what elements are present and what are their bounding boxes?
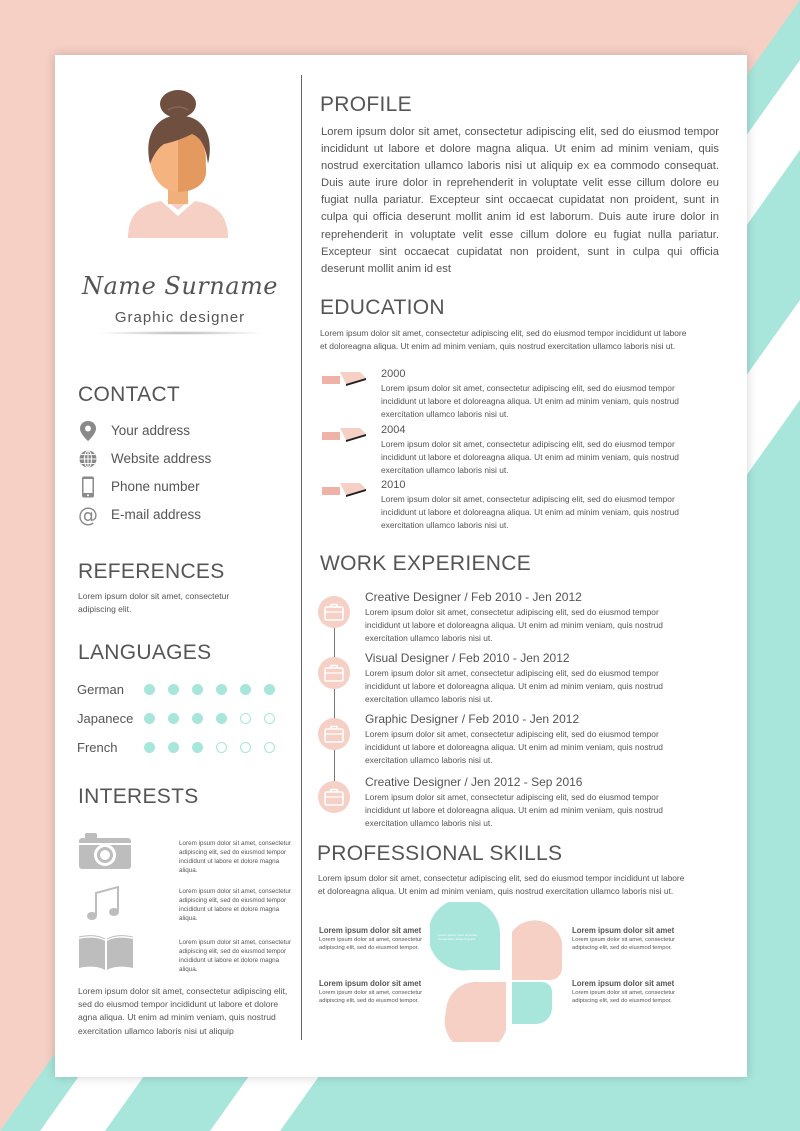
book-icon: [78, 935, 134, 971]
work-text: Lorem ipsum dolor sit amet, consectetur adipiscing elit, sed do eiusmod tempor incididunt ut labore et doloreagna aliqua. Ut enim ad minim veniam, quis nostrud exercitation ullamco laboris nisi ut.: [365, 668, 663, 704]
petal-text: [438, 933, 478, 941]
skills-intro: Lorem ipsum dolor sit amet, consectetur adipiscing elit, sed do eiusmod tempor incididunt ut labore et doloreagna aliqua. Ut enim ad minim veniam, quis nostrud exercitation ullamco laboris nisi ut.: [318, 873, 685, 896]
education-text: Lorem ipsum dolor sit amet, consectetur adipiscing elit, sed do eiusmod tempor incididunt ut labore et doloreagna aliqua. Ut enim ad minim veniam, quis nostrud exercitation ullamco laboris nisi ut.: [381, 383, 679, 419]
contact-phone: [78, 476, 288, 498]
education-title: EDUCATION: [320, 296, 445, 319]
profile-title: PROFILE: [320, 93, 412, 116]
svg-text:consectetur adipiscing elit.: consectetur adipiscing elit.: [438, 937, 476, 941]
level-dot-empty: [264, 742, 275, 753]
music-note-icon: [86, 885, 122, 923]
contact-website: [78, 448, 288, 470]
work-text: Lorem ipsum dolor sit amet, consectetur adipiscing elit, sed do eiusmod tempor incididunt ut labore et doloreagna aliqua. Ut enim ad minim veniam, quis nostrud exercitation ullamco laboris nisi ut.: [365, 607, 663, 643]
languages-title: LANGUAGES: [78, 641, 212, 664]
language-name: French: [77, 740, 118, 755]
level-dot-empty: [240, 713, 251, 724]
interest-text: Lorem ipsum dolor sit amet, consectetur adipiscing elit, sed do eiusmod tempor incididunt ut labore et dolore magna aliqua.: [179, 888, 291, 922]
skill-text: Lorem ipsum dolor sit amet, consectetur adipiscing elit, sed do eiusmod tempor.: [572, 990, 676, 1004]
contact-address: [78, 420, 288, 442]
person-role: Graphic designer: [114, 309, 246, 326]
skill-block: [572, 979, 682, 1005]
education-year: 2004: [381, 424, 406, 436]
level-dot-empty: [264, 713, 275, 724]
contact-website-label: Website address: [111, 451, 212, 466]
level-dot-filled: [144, 742, 155, 753]
svg-text:@: @: [78, 504, 98, 526]
level-dot-empty: [240, 742, 251, 753]
contact-address-label: Your address: [111, 423, 191, 438]
level-dot-filled: [144, 713, 155, 724]
phone-icon: [78, 476, 98, 498]
work-title: WORK EXPERIENCE: [320, 552, 532, 575]
graduation-arrow-icon: [322, 370, 366, 390]
skill-text: Lorem ipsum dolor sit amet, consectetur adipiscing elit, sed do eiusmod tempor.: [319, 990, 423, 1004]
briefcase-icon: [324, 603, 344, 621]
svg-text:Lorem ipsum dolor sit amet,: Lorem ipsum dolor sit amet,: [438, 933, 478, 937]
level-dot-filled: [192, 742, 203, 753]
person-name: Name Surname: [82, 272, 278, 300]
level-dot-filled: [168, 713, 179, 724]
profile-text: Lorem ipsum dolor sit amet, consectetur adipiscing elit, sed do eiusmod tempor incididunt ut labore et dolore magna aliqua. Ut enim ad minim veniam, quis nostrud exercitation ullamco laboris nisi ut aliquip ex ea commodo consequat. Duis aute irure dolor in reprehenderit in voluptate velit esse cillum dolore eu fugiat nulla pariatur. Excepteur sint occaecat cupidatat non proident, sunt in culpa qui officia deserunt mollit anim id est laborum. Duis aute irure dolor in reprehenderit in voluptate velit esse cillum dolore eu fugiat nulla pariatur. Excepteur sint occaecat cupidatat non proident, sunt in culpa qui officia deserunt mollit anim id est: [321, 126, 719, 275]
column-divider: [301, 75, 302, 1040]
skill-heading: Lorem ipsum dolor sit amet: [572, 979, 675, 988]
location-pin-icon: [78, 420, 98, 442]
level-dot-filled: [144, 684, 155, 695]
work-job-title: Visual Designer / Feb 2010 - Jen 2012: [365, 651, 570, 665]
language-row: [77, 711, 287, 727]
references-title: REFERENCES: [78, 560, 225, 583]
avatar: [124, 88, 232, 238]
level-dot-filled: [240, 684, 251, 695]
skill-block: [572, 926, 682, 952]
skill-heading: Lorem ipsum dolor sit amet: [319, 979, 422, 988]
education-text: Lorem ipsum dolor sit amet, consectetur adipiscing elit, sed do eiusmod tempor incididunt ut labore et doloreagna aliqua. Ut enim ad minim veniam, quis nostrud exercitation ullamco laboris nisi ut.: [381, 439, 679, 475]
language-row: [77, 740, 287, 756]
education-year: 2000: [381, 368, 406, 380]
skill-text: Lorem ipsum dolor sit amet, consectetur adipiscing elit, sed do eiusmod tempor.: [572, 937, 676, 951]
language-name: Japanece: [77, 711, 134, 726]
globe-icon: [78, 448, 98, 470]
contact-phone-label: Phone number: [111, 479, 200, 494]
level-dot-empty: [216, 742, 227, 753]
briefcase-icon: [324, 664, 344, 682]
contact-email-label: E-mail address: [111, 507, 202, 522]
references-text: Lorem ipsum dolor sit amet, consectetur adipiscing elit.: [78, 591, 230, 614]
language-row: [77, 682, 287, 698]
level-dot-filled: [168, 684, 179, 695]
contact-email: [78, 504, 288, 526]
name-underline: [96, 331, 266, 335]
skill-text: Lorem ipsum dolor sit amet, consectetur adipiscing elit, sed do eiusmod tempor.: [319, 937, 423, 951]
skills-diagram: [430, 902, 566, 1042]
skill-block: [319, 926, 429, 952]
level-dot-filled: [168, 742, 179, 753]
interest-text: Lorem ipsum dolor sit amet, consectetur adipiscing elit, sed do eiusmod tempor incididunt ut labore et dolore magna aliqua.: [179, 939, 291, 973]
skill-block: [319, 979, 429, 1005]
education-year: 2010: [381, 479, 406, 491]
level-dot-filled: [216, 713, 227, 724]
work-text: Lorem ipsum dolor sit amet, consectetur adipiscing elit, sed do eiusmod tempor incididunt ut labore et doloreagna aliqua. Ut enim ad minim veniam, quis nostrud exercitation ullamco laboris nisi ut.: [365, 792, 663, 828]
level-dot-filled: [216, 684, 227, 695]
graduation-arrow-icon: [322, 426, 366, 446]
interests-title: INTERESTS: [78, 785, 199, 808]
briefcase-icon: [324, 725, 344, 743]
skill-heading: Lorem ipsum dolor sit amet: [319, 926, 422, 935]
education-text: Lorem ipsum dolor sit amet, consectetur adipiscing elit, sed do eiusmod tempor incididunt ut labore et doloreagna aliqua. Ut enim ad minim veniam, quis nostrud exercitation ullamco laboris nisi ut.: [381, 494, 679, 530]
at-sign-icon: [78, 504, 98, 526]
level-dot-filled: [192, 713, 203, 724]
work-job-title: Creative Designer / Feb 2010 - Jen 2012: [365, 590, 582, 604]
level-dot-filled: [264, 684, 275, 695]
interests-text: Lorem ipsum dolor sit amet, consectetur adipiscing elit, sed do eiusmod tempor incididunt ut labore et dolore agna aliqua. Ut enim ad minim veniam, quis nostrud exercitation ullamco laboris nisi ut aliquip: [78, 986, 288, 1036]
camera-icon: [78, 832, 132, 870]
interest-text: Lorem ipsum dolor sit amet, consectetur adipiscing elit, sed do eiusmod tempor incididunt ut labore et dolore magna aliqua.: [179, 840, 291, 874]
work-job-title: Graphic Designer / Feb 2010 - Jen 2012: [365, 712, 580, 726]
work-job-title: Creative Designer / Jen 2012 - Sep 2016: [365, 775, 583, 789]
briefcase-icon: [324, 788, 344, 806]
education-intro: Lorem ipsum dolor sit amet, consectetur adipiscing elit, sed do eiusmod tempor incididunt ut labore et doloreagna aliqua. Ut enim ad minim veniam, quis nostrud exercitation ullamco laboris nisi ut.: [320, 328, 687, 351]
skills-title: PROFESSIONAL SKILLS: [317, 842, 563, 865]
level-dot-filled: [192, 684, 203, 695]
contact-title: CONTACT: [78, 383, 181, 406]
work-text: Lorem ipsum dolor sit amet, consectetur adipiscing elit, sed do eiusmod tempor incididunt ut labore et doloreagna aliqua. Ut enim ad minim veniam, quis nostrud exercitation ullamco laboris nisi ut.: [365, 729, 663, 765]
work-timeline-line: [334, 625, 335, 795]
graduation-arrow-icon: [322, 481, 366, 501]
language-name: German: [77, 682, 124, 697]
skill-heading: Lorem ipsum dolor sit amet: [572, 926, 675, 935]
